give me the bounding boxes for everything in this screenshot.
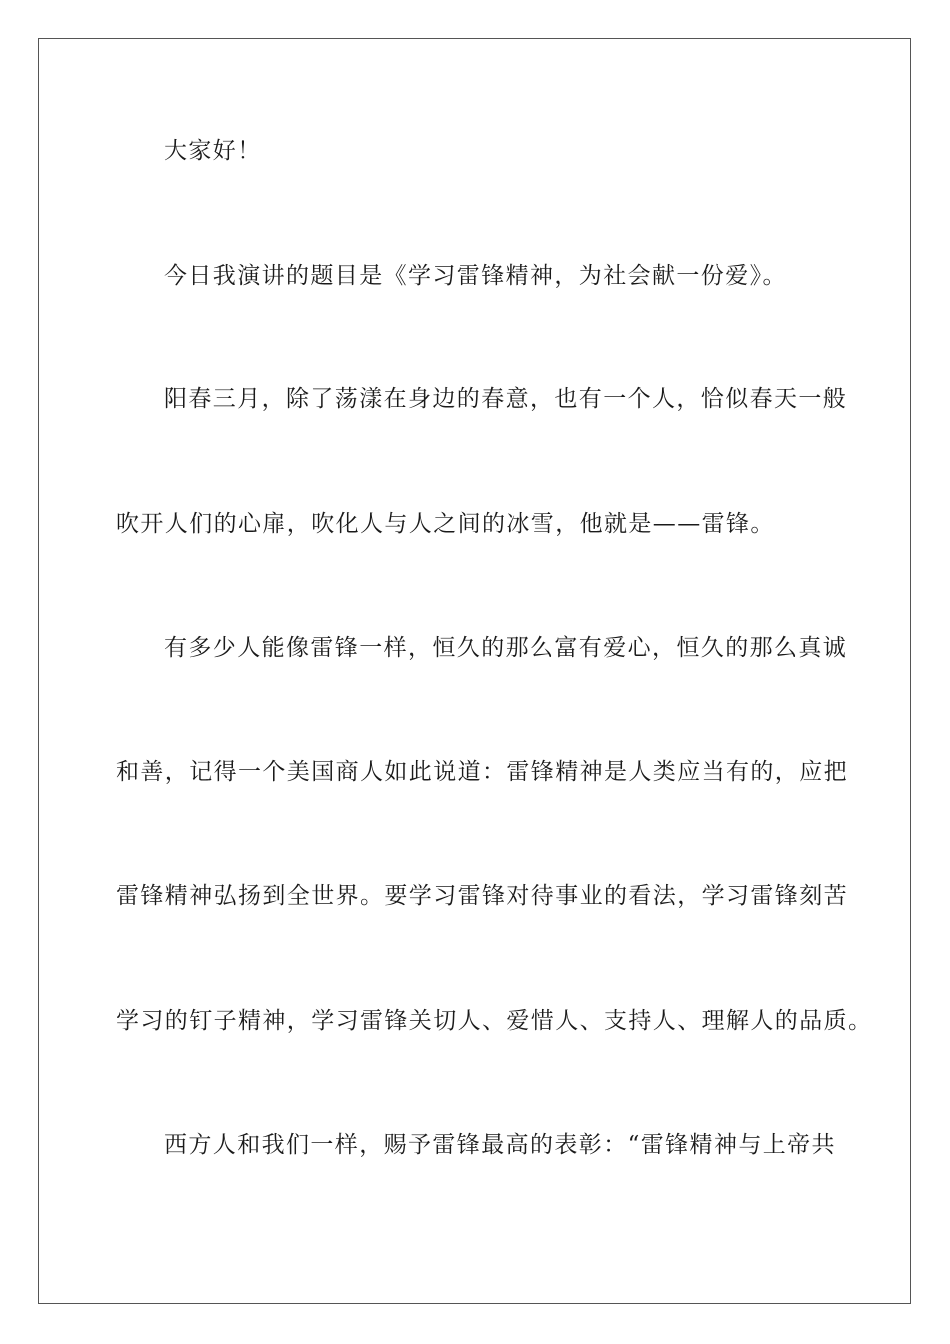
paragraph-2-line-3: 雷锋精神弘扬到全世界。要学习雷锋对待事业的看法，学习雷锋刻苦: [116, 883, 848, 909]
greeting-line: 大家好！: [164, 138, 262, 164]
paragraph-2-line-2: 和善，记得一个美国商人如此说道：雷锋精神是人类应当有的，应把: [116, 759, 848, 785]
page-frame: [38, 38, 911, 1304]
paragraph-2-line-4: 学习的钉子精神，学习雷锋关切人、爱惜人、支持人、理解人的品质。: [116, 1008, 873, 1034]
paragraph-2-line-1: 有多少人能像雷锋一样，恒久的那么富有爱心，恒久的那么真诚: [164, 635, 848, 661]
paragraph-3-line-1: 西方人和我们一样，赐予雷锋最高的表彰：“雷锋精神与上帝共: [164, 1132, 836, 1158]
paragraph-1-line-2: 吹开人们的心扉，吹化人与人之间的冰雪，他就是——雷锋。: [116, 511, 775, 537]
speech-title-line: 今日我演讲的题目是《学习雷锋精神，为社会献一份爱》。: [164, 263, 787, 289]
paragraph-1-line-1: 阳春三月，除了荡漾在身边的春意，也有一个人，恰似春天一般: [164, 386, 848, 412]
